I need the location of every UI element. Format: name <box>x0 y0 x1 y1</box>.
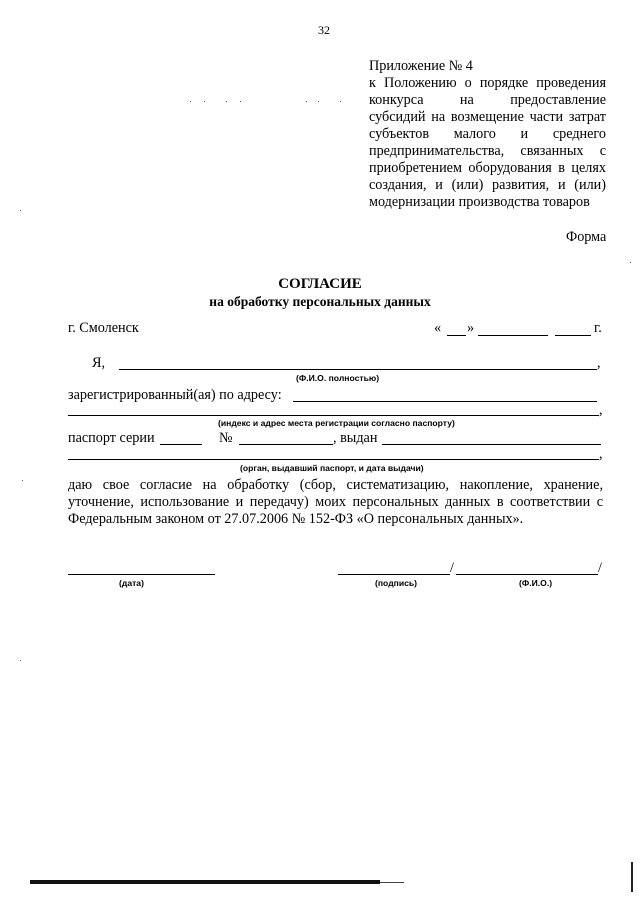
date-signature-field[interactable] <box>68 574 215 575</box>
signature-field[interactable] <box>338 574 450 575</box>
appendix-line: субсидий на возмещение части затрат <box>369 109 606 125</box>
appendix-title: Приложение № 4 <box>369 58 473 74</box>
address-field-line-1[interactable] <box>293 401 597 402</box>
slash: / <box>598 560 602 576</box>
page-number: 32 <box>318 23 330 37</box>
fio-caption: (Ф.И.О.) <box>519 578 553 588</box>
passport-series-label: паспорт серии <box>68 430 155 446</box>
fio-short-field[interactable] <box>456 574 598 575</box>
date-caption: (дата) <box>119 578 144 588</box>
signature-caption: (подпись) <box>375 578 418 588</box>
registered-label: зарегистрированный(ая) по адресу: <box>68 387 282 403</box>
date-open-quote: « <box>434 320 442 336</box>
appendix-line: к Положению о порядке проведения <box>369 75 606 91</box>
i-label: Я, <box>92 355 106 371</box>
date-year-field[interactable] <box>555 335 591 336</box>
issued-label: , выдан <box>333 430 378 446</box>
appendix-line: модернизации производства товаров <box>369 194 590 210</box>
document-title: СОГЛАСИЕ <box>278 276 362 292</box>
appendix-line: создания, и (или) развития, и (или) <box>369 177 606 193</box>
year-suffix: г. <box>594 320 602 336</box>
date-day-field[interactable] <box>447 335 466 336</box>
issuer-caption: (орган, выдавший паспорт, и дата выдачи) <box>240 463 424 473</box>
comma: , <box>599 402 603 418</box>
document-title-block <box>0 275 640 310</box>
right-scan-edge <box>631 862 633 892</box>
city: г. Смоленск <box>68 320 139 336</box>
appendix-line: предпринимательства, связанных с <box>369 143 606 159</box>
address-caption: (индекс и адрес места регистрации согласно паспорту) <box>218 418 455 428</box>
bottom-scan-edge <box>30 880 380 884</box>
appendix-block <box>369 58 606 211</box>
issued-by-field-line-2[interactable] <box>68 459 599 460</box>
date-close-quote: » <box>467 320 475 336</box>
comma: , <box>597 355 601 371</box>
document-subtitle: на обработку персональных данных <box>209 294 431 309</box>
consent-line: Федеральным законом от 27.07.2006 № 152-ФЗ «О персональных данных». <box>68 511 524 527</box>
comma: , <box>599 446 603 462</box>
fio-full-caption: (Ф.И.О. полностью) <box>296 373 380 383</box>
passport-series-field[interactable] <box>160 444 202 445</box>
passport-number-field[interactable] <box>239 444 333 445</box>
consent-paragraph <box>68 477 603 528</box>
bottom-scan-edge-tail <box>380 882 404 883</box>
consent-line: уточнение, использование и передачу) моих персональных данных в соответствии с <box>68 494 603 510</box>
slash: / <box>450 560 454 576</box>
date-month-field[interactable] <box>478 335 548 336</box>
consent-line: даю свое согласие на обработку (сбор, систематизацию, накопление, хранение, <box>68 477 603 493</box>
issued-by-field-line-1[interactable] <box>382 444 601 445</box>
appendix-line: приобретением оборудования в целях <box>369 160 606 176</box>
address-field-line-2[interactable] <box>68 415 599 416</box>
appendix-line: субъектов малого и среднего <box>369 126 606 142</box>
appendix-line: конкурса на предоставление <box>369 92 606 108</box>
passport-number-label: № <box>219 430 233 446</box>
form-label: Форма <box>566 229 607 245</box>
fio-field[interactable] <box>119 369 597 370</box>
